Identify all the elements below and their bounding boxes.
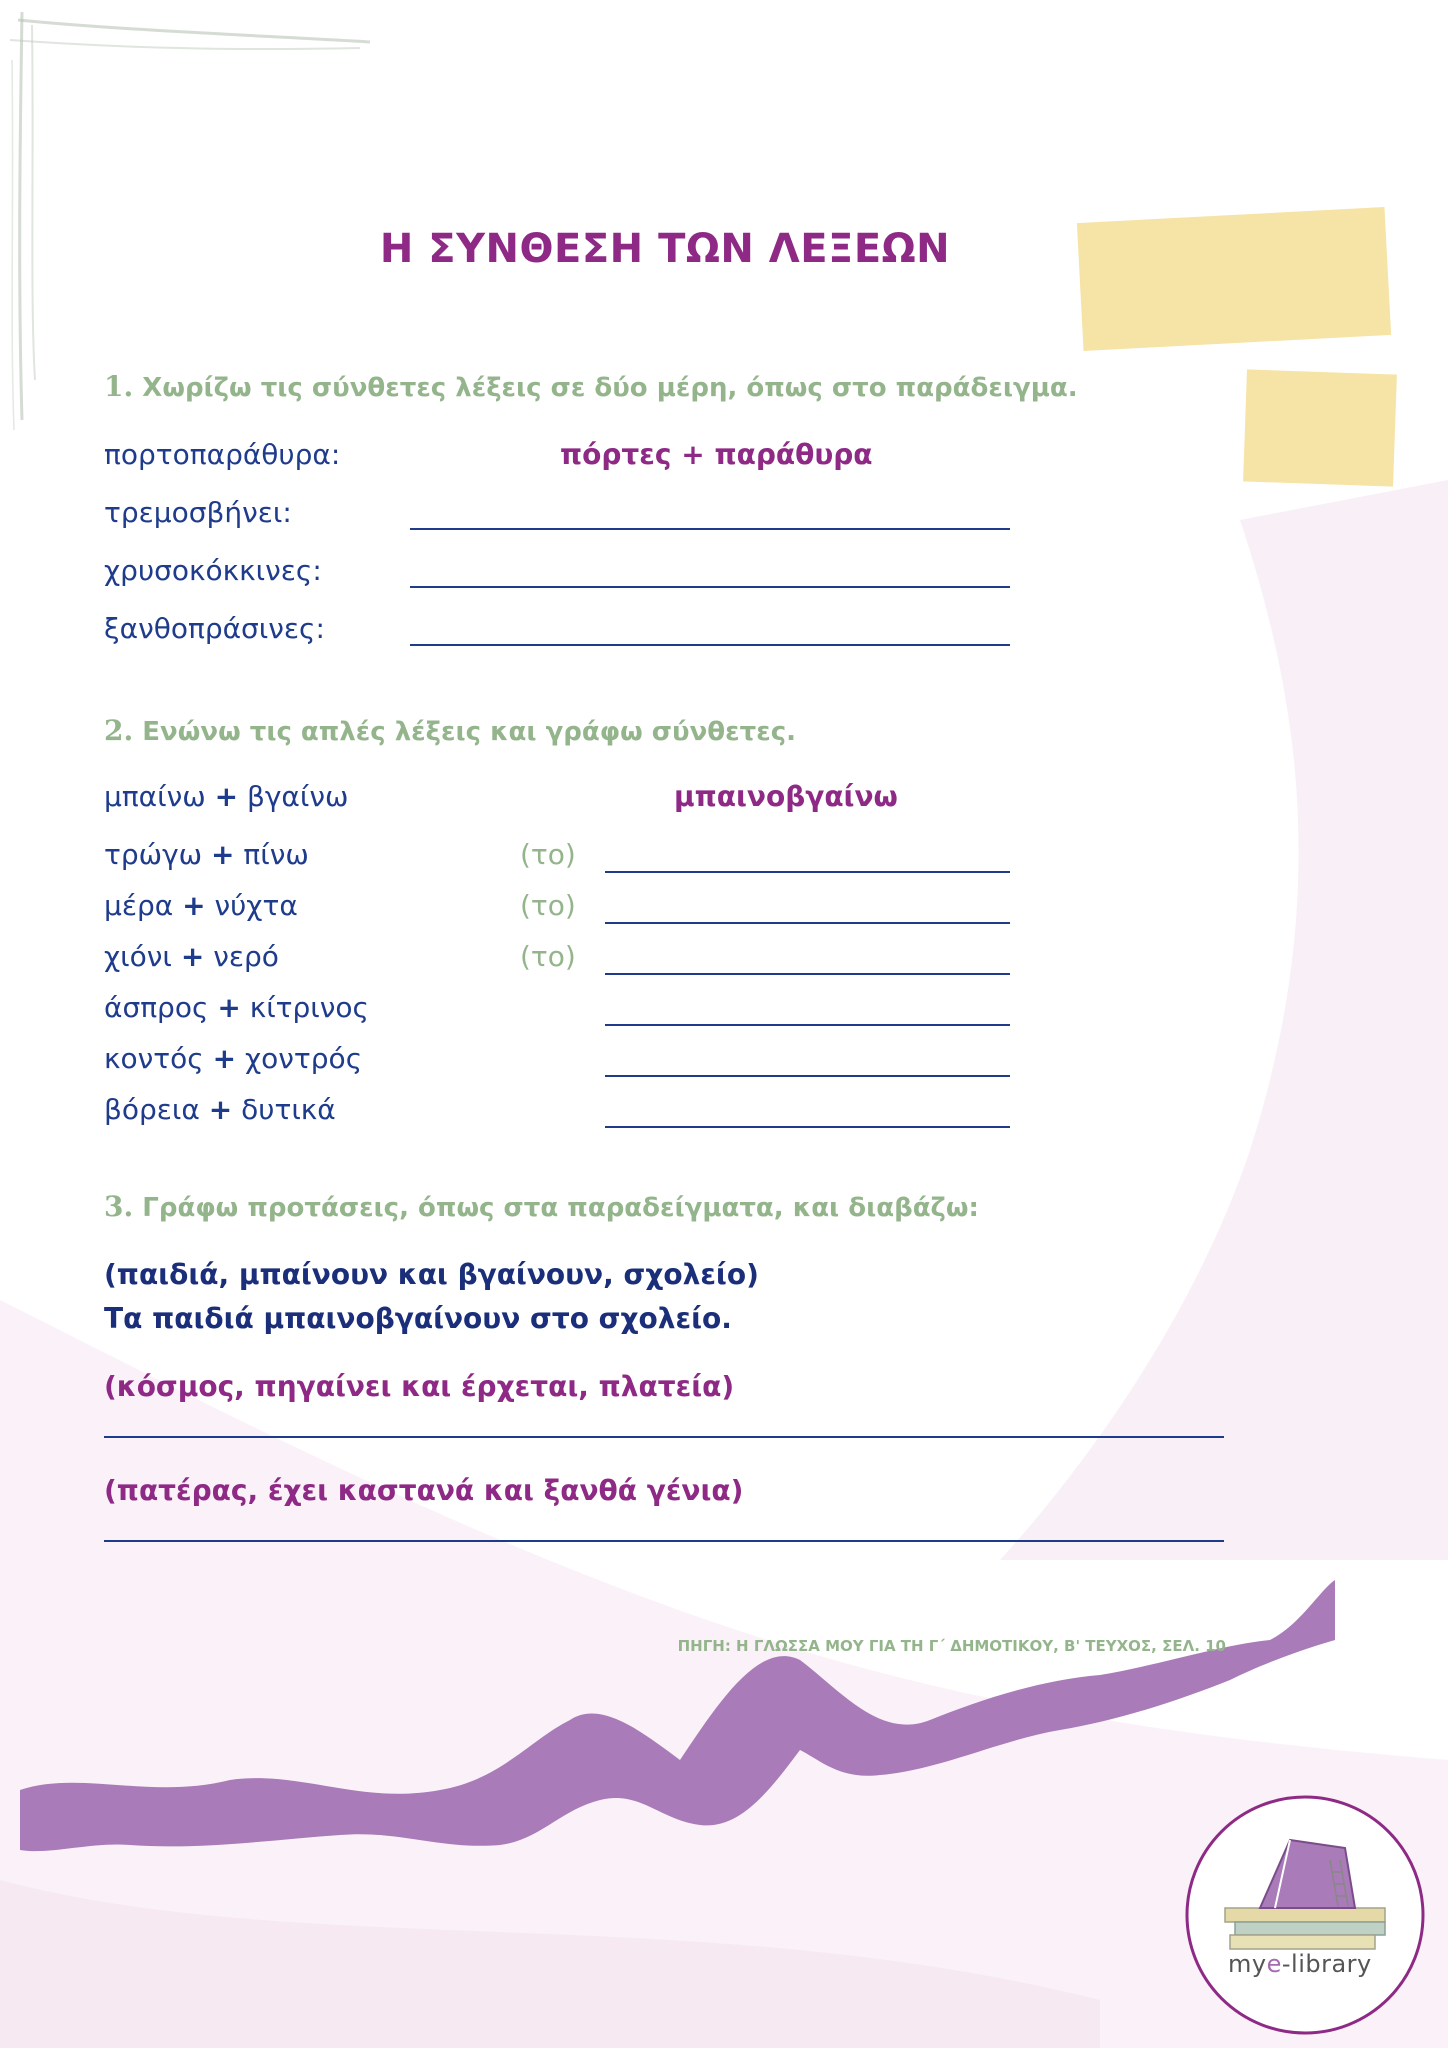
ex1-answer-line[interactable] [410,528,1010,530]
ex2-article: (το) [520,940,576,973]
logo-suffix: -library [1281,1950,1372,1978]
ex2-article: (το) [520,838,576,871]
logo-accent: e [1266,1950,1282,1978]
ex3-prompt: (πατέρας, έχει καστανά και ξανθά γένια) [104,1474,744,1507]
word-a: κοντός [104,1042,204,1075]
plus-sign: + [214,780,239,813]
book-icon [1225,1908,1385,1922]
word-b: νερό [213,940,279,973]
ex2-item-words [104,838,309,871]
ex3-example-sentence: Τα παιδιά μπαινοβγαίνουν στο σχολείο. [104,1302,732,1335]
ex1-item-word: ξανθοπράσινες: [104,612,325,645]
ex2-answer-line[interactable] [605,973,1010,975]
book-icon [1235,1922,1385,1935]
ex2-example-answer: μπαινοβγαίνω [674,780,898,813]
ex2-item-words [104,1042,362,1075]
ex3-example-prompt: (παιδιά, μπαίνουν και βγαίνουν, σχολείο) [104,1258,759,1291]
logo-text [1228,1950,1372,1978]
plus-sign: + [211,838,235,871]
plus-sign: + [217,991,241,1024]
pink-brush-stroke [1000,480,1448,1560]
ex2-answer-line[interactable] [605,1126,1010,1128]
page-title: Η ΣΥΝΘΕΣΗ ΤΩΝ ΛΕΞΕΩΝ [379,226,951,272]
word-a: μέρα [104,889,174,922]
ex3-answer-line[interactable] [104,1540,1224,1542]
ex1-answer-line[interactable] [410,586,1010,588]
word-b: πίνω [243,838,309,871]
logo-prefix: my [1228,1950,1267,1978]
ex2-item-words [104,1093,336,1126]
exercise-3-heading [104,1190,979,1223]
ex2-answer-line[interactable] [605,922,1010,924]
ex1-example-answer: πόρτες + παράθυρα [560,438,873,471]
plus-sign: + [182,889,206,922]
exercise-3-number: 3. [104,1190,134,1223]
exercise-3-instruction: Γράφω προτάσεις, όπως στα παραδείγματα, και διαβάζω: [142,1193,979,1223]
plus-sign: + [180,940,205,973]
ex2-item-words [104,991,369,1024]
word-b: βγαίνω [246,780,349,813]
exercise-1-instruction: Χωρίζω τις σύνθετες λέξεις σε δύο μέρη, όπως στο παράδειγμα. [142,373,1078,403]
word-b: νύχτα [214,889,298,922]
ex1-example-word: πορτοπαράθυρα: [104,438,341,471]
ex1-item-word: χρυσοκόκκινες: [104,554,322,587]
ex2-item-words [104,889,298,922]
sketch-line [32,25,35,380]
exercise-2-heading [104,714,796,747]
plus-sign: + [208,1093,233,1126]
exercise-1-number: 1. [104,370,134,403]
word-a: τρώγω [104,838,203,871]
word-b: δυτικά [241,1093,336,1126]
ex2-answer-line[interactable] [605,1075,1010,1077]
ex2-answer-line[interactable] [605,871,1010,873]
my-e-library-logo [1180,1790,1430,2040]
sketch-line [20,12,22,420]
ex1-answer-line[interactable] [410,644,1010,646]
sticky-note [1243,369,1397,486]
ex3-prompt: (κόσμος, πηγαίνει και έρχεται, πλατεία) [104,1370,735,1403]
ex2-answer-line[interactable] [605,1024,1010,1026]
plus-sign: + [212,1042,237,1075]
word-a: μπαίνω [104,780,206,813]
ex3-answer-line[interactable] [104,1436,1224,1438]
exercise-1-heading [104,370,1078,403]
word-b: χοντρός [244,1042,363,1075]
word-a: βόρεια [104,1093,200,1126]
sketch-line [18,20,370,42]
ex2-example-words [104,780,348,813]
book-icon [1230,1935,1375,1949]
exercise-2-number: 2. [104,714,134,747]
ex2-item-words [104,940,279,973]
word-a: χιόνι [104,940,172,973]
ex2-article: (το) [520,889,576,922]
source-credit: ΠΗΓΗ: Η ΓΛΩΣΣΑ ΜΟΥ ΓΙΑ ΤΗ Γ΄ ΔΗΜΟΤΙΚΟΥ, Β' ΤΕΥΧΟΣ, ΣΕΛ. 10 [677,1637,1226,1655]
word-a: άσπρος [104,991,209,1024]
ex1-item-word: τρεμοσβήνει: [104,496,292,529]
word-b: κίτρινος [249,991,369,1024]
exercise-2-instruction: Ενώνω τις απλές λέξεις και γράφω σύνθετες. [142,717,796,747]
sketch-line [10,40,360,49]
